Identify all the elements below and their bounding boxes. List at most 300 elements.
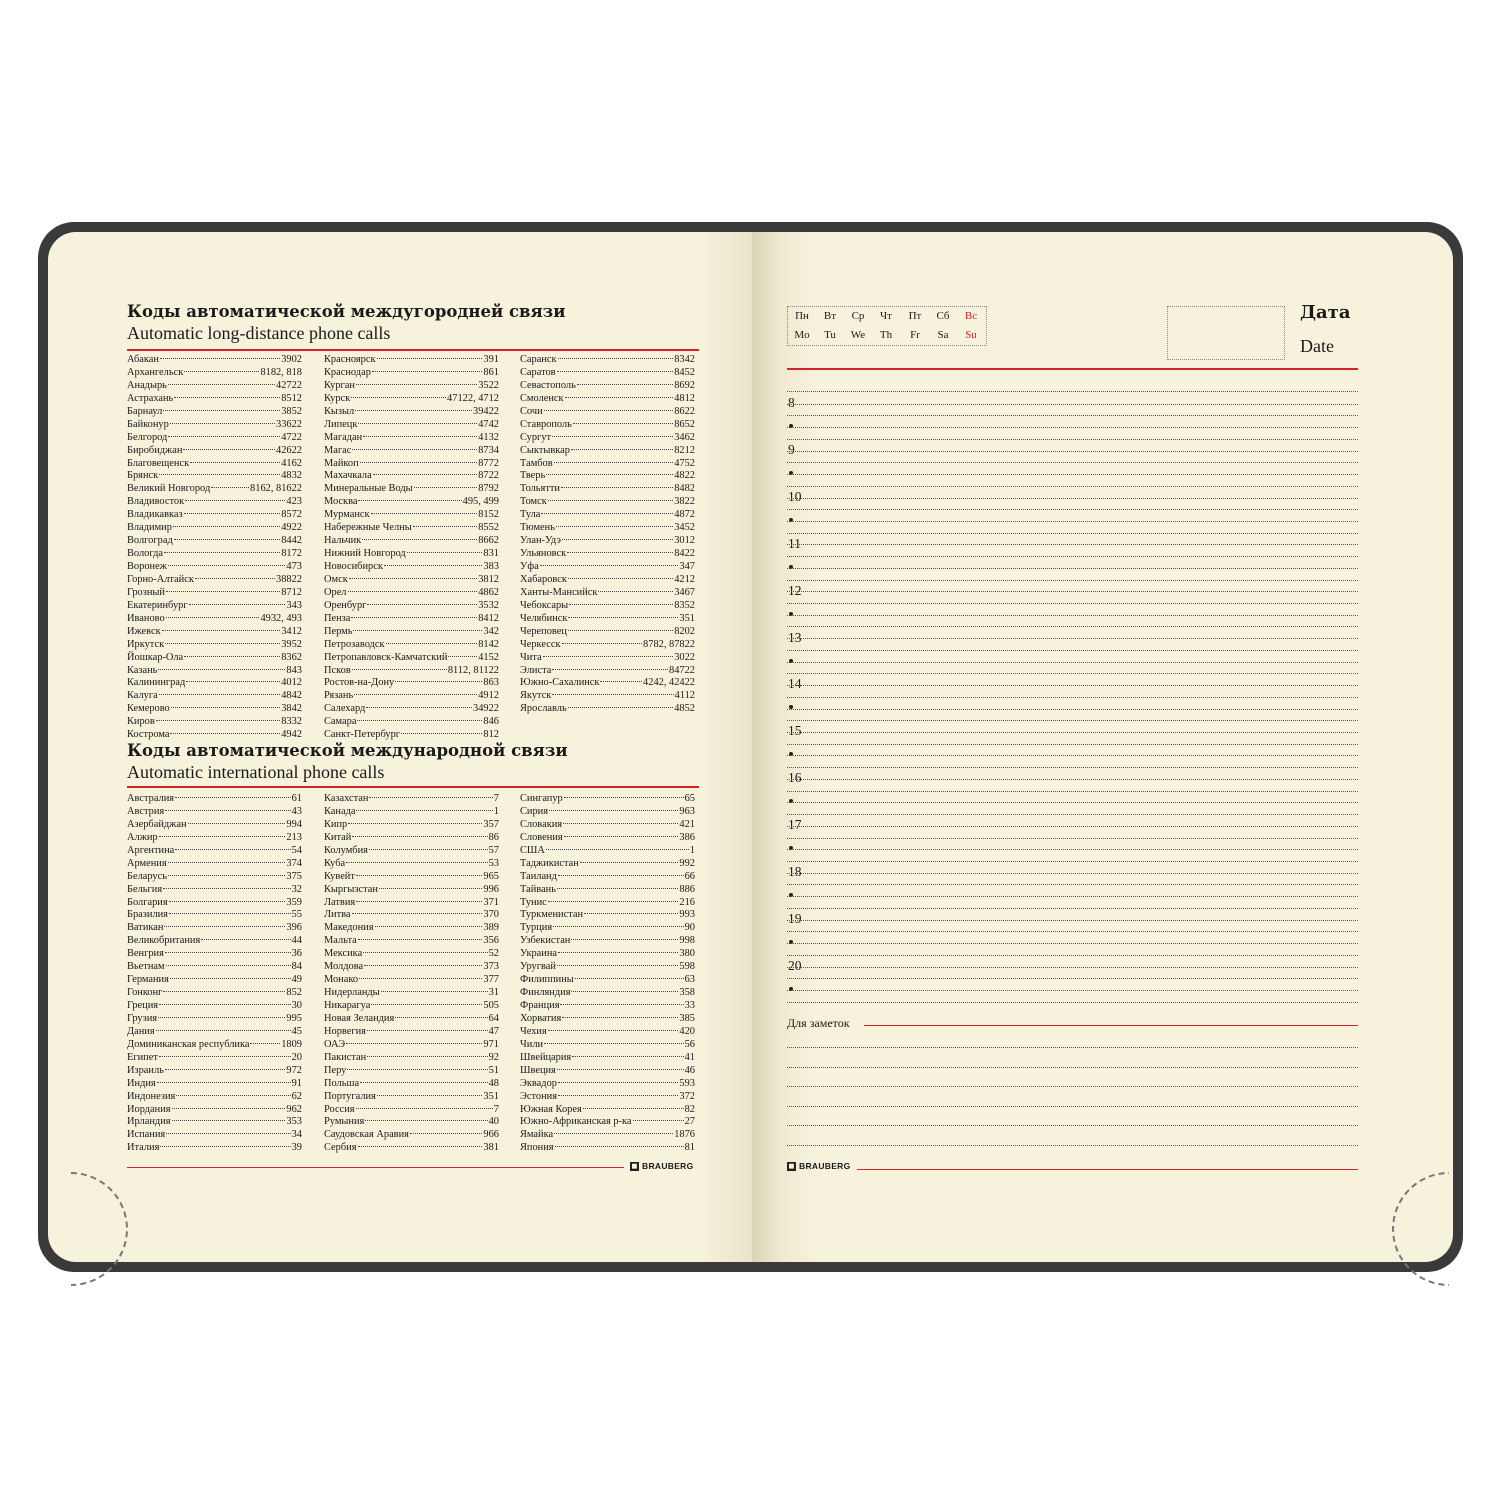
code-value: 1: [689, 844, 695, 856]
writing-line: [787, 462, 1358, 463]
writing-line: [787, 896, 1358, 897]
weekday-ru[interactable]: Вт: [823, 310, 837, 322]
code-entry: [127, 367, 302, 380]
weekday-en[interactable]: We: [850, 329, 866, 341]
writing-line: [787, 732, 1358, 733]
leader-dots: [362, 539, 477, 540]
code-entry: [520, 665, 695, 678]
leader-dots: [169, 901, 286, 902]
code-place: Иваново: [127, 612, 165, 624]
code-value: 8342: [674, 354, 695, 365]
leader-dots: [158, 1017, 285, 1018]
code-entry: [324, 1052, 499, 1065]
code-value: 90: [684, 922, 695, 934]
code-value: 31: [488, 987, 499, 999]
code-value: 3467: [674, 586, 695, 598]
writing-line: [787, 720, 1358, 721]
leader-dots: [564, 797, 684, 798]
writing-line: [787, 544, 1358, 545]
leader-dots: [363, 952, 487, 953]
code-value: 375: [286, 870, 302, 882]
leader-dots: [358, 1146, 483, 1147]
code-place: Португалия: [324, 1090, 376, 1102]
code-value: 63: [684, 974, 695, 986]
code-value: 1809: [281, 1038, 302, 1050]
code-value: 8112, 81122: [447, 664, 499, 676]
code-place: Бразилия: [127, 909, 168, 921]
writing-line: [787, 826, 1358, 827]
code-place: Финляндия: [520, 987, 571, 999]
leader-dots: [386, 643, 478, 644]
code-entry: [520, 832, 695, 845]
code-entry: [324, 406, 499, 419]
code-entry: [324, 1065, 499, 1078]
leader-dots: [158, 669, 285, 670]
code-place: Грузия: [127, 1012, 158, 1024]
weekday-ru[interactable]: Пт: [908, 310, 922, 322]
leader-dots: [184, 656, 280, 657]
code-place: Москва: [324, 496, 358, 508]
code-place: Индонезия: [127, 1090, 176, 1102]
code-value: 994: [286, 818, 302, 830]
code-value: 84722: [669, 664, 695, 676]
code-value: 4162: [281, 457, 302, 469]
code-place: Уфа: [520, 561, 539, 572]
code-place: Филиппины: [520, 974, 574, 986]
leader-dots: [168, 565, 286, 566]
hour-label: 18: [788, 864, 802, 879]
leader-dots: [174, 539, 280, 540]
code-entry: [520, 587, 695, 600]
code-entry: [127, 548, 302, 561]
code-place: Швейцария: [520, 1051, 572, 1063]
code-entry: [520, 935, 695, 948]
leader-dots: [183, 449, 275, 450]
writing-line: [787, 603, 1358, 604]
hour-label: 10: [788, 488, 802, 504]
left-corner-stitch: [14, 1172, 128, 1286]
leader-dots: [363, 436, 477, 437]
code-place: Германия: [127, 974, 169, 986]
weekday-ru[interactable]: Сб: [936, 310, 950, 322]
leader-dots: [159, 694, 280, 695]
leader-dots: [580, 862, 679, 863]
code-entry: [324, 509, 499, 522]
leader-dots: [568, 578, 673, 579]
code-place: Иркутск: [127, 638, 165, 650]
code-value: 62: [291, 1090, 302, 1102]
code-entry: [127, 1039, 302, 1052]
code-value: 351: [483, 1090, 499, 1102]
code-place: Чебоксары: [520, 599, 569, 611]
code-place: Швеция: [520, 1064, 556, 1076]
leader-dots: [571, 939, 678, 940]
code-value: 8212: [674, 444, 695, 456]
code-place: Польша: [324, 1077, 360, 1089]
weekday-ru[interactable]: Чт: [880, 310, 892, 322]
code-place: Череповец: [520, 625, 567, 637]
code-place: Калининград: [127, 677, 186, 689]
code-value: 358: [679, 987, 695, 999]
code-place: Куба: [324, 857, 346, 869]
writing-line: [787, 791, 1358, 792]
code-place: Саратов: [520, 366, 556, 378]
code-entry: [127, 522, 302, 535]
code-entry: [520, 561, 695, 574]
leader-dots: [165, 1069, 286, 1070]
code-entry: [324, 909, 499, 922]
code-place: Анадырь: [127, 379, 167, 391]
code-place: Молдова: [324, 961, 364, 973]
code-entry: [127, 509, 302, 522]
code-place: Пермь: [324, 625, 353, 637]
code-value: 30: [291, 1000, 302, 1011]
leader-dots: [407, 552, 483, 553]
leader-dots: [369, 849, 488, 850]
code-entry: [127, 793, 302, 806]
code-entry: [127, 1116, 302, 1129]
leader-dots: [583, 1108, 684, 1109]
code-place: Абакан: [127, 354, 159, 365]
code-place: Красноярск: [324, 354, 376, 365]
leader-dots: [557, 371, 674, 372]
code-entry: [127, 1000, 302, 1013]
leader-dots: [548, 1030, 679, 1031]
code-value: 65: [684, 793, 695, 804]
code-entry: [127, 1104, 302, 1117]
code-value: 377: [483, 974, 499, 986]
code-entry: [127, 1078, 302, 1091]
leader-dots: [600, 681, 642, 682]
code-value: 44: [291, 935, 302, 947]
code-place: Ярославль: [520, 703, 567, 715]
code-place: Турция: [520, 922, 553, 934]
weekday-ru[interactable]: Вс: [964, 310, 978, 322]
code-value: 396: [286, 922, 302, 934]
leader-dots: [548, 901, 679, 902]
code-value: 42722: [276, 379, 302, 391]
writing-line: [787, 709, 1358, 710]
code-place: Нальчик: [324, 535, 362, 547]
code-entry: [127, 458, 302, 471]
leader-dots: [395, 681, 482, 682]
leader-dots: [170, 423, 275, 424]
code-entry: [127, 922, 302, 935]
code-value: 66: [684, 870, 695, 882]
writing-line: [787, 908, 1358, 909]
code-value: 82: [684, 1103, 695, 1115]
code-place: Чехия: [520, 1025, 547, 1037]
code-entry: [520, 703, 695, 716]
code-value: 846: [483, 716, 499, 728]
code-value: 86: [488, 831, 499, 843]
code-place: Тольятти: [520, 483, 560, 495]
leader-dots: [159, 836, 286, 837]
code-value: 343: [286, 599, 302, 611]
leader-dots: [163, 888, 291, 889]
leader-dots: [175, 797, 291, 798]
weekday-ru[interactable]: Пн: [795, 310, 809, 322]
code-value: 4752: [674, 457, 695, 469]
leader-dots: [568, 630, 673, 631]
code-place: Норвегия: [324, 1025, 366, 1037]
code-place: Канада: [324, 805, 356, 817]
leader-dots: [565, 397, 674, 398]
code-value: 38822: [276, 573, 302, 585]
code-value: 8482: [674, 483, 695, 495]
code-entry: [520, 445, 695, 458]
leader-dots: [558, 875, 684, 876]
leader-dots: [356, 384, 477, 385]
leader-dots: [410, 1133, 482, 1134]
leader-dots: [358, 500, 461, 501]
weekday-ru[interactable]: Ср: [851, 310, 865, 322]
writing-line: [787, 873, 1358, 874]
leader-dots: [365, 1120, 487, 1121]
leader-dots: [184, 371, 259, 372]
code-entry: [520, 639, 695, 652]
brand-mark-icon: ◼: [631, 1162, 638, 1170]
leader-dots: [546, 849, 689, 850]
code-entry: [127, 574, 302, 587]
leader-dots: [355, 410, 472, 411]
code-entry: [127, 639, 302, 652]
code-place: Курск: [324, 392, 351, 404]
code-entry: [324, 1000, 499, 1013]
hour-label: 17: [788, 817, 802, 833]
writing-line: [787, 814, 1358, 815]
code-value: 8202: [674, 625, 695, 637]
code-entry: [127, 819, 302, 832]
notes-line: [787, 1145, 1358, 1146]
code-entry: [324, 483, 499, 496]
leader-dots: [357, 720, 482, 721]
code-place: Саудовская Аравия: [324, 1129, 409, 1141]
code-entry: [127, 600, 302, 613]
code-value: 34: [291, 1129, 302, 1141]
code-place: Сингапур: [520, 793, 563, 804]
code-value: 40: [488, 1116, 499, 1128]
code-entry: [127, 470, 302, 483]
code-value: 27: [684, 1116, 695, 1128]
code-value: 39422: [473, 405, 499, 417]
code-value: 64: [488, 1012, 499, 1024]
code-value: 3452: [674, 522, 695, 534]
code-place: Екатеринбург: [127, 599, 188, 611]
leader-dots: [562, 1017, 678, 1018]
code-place: Перу: [324, 1064, 347, 1076]
code-entry: [324, 419, 499, 432]
code-value: 4812: [674, 392, 695, 404]
code-place: Санкт-Петербург: [324, 729, 401, 741]
weekday-en[interactable]: Mo: [794, 329, 810, 341]
leader-dots: [557, 1069, 684, 1070]
leader-dots: [185, 500, 285, 501]
right-corner-stitch: [1392, 1172, 1500, 1286]
leader-dots: [168, 384, 275, 385]
code-value: 8512: [281, 392, 302, 404]
code-place: Пакистан: [324, 1051, 367, 1063]
hour-label: 15: [788, 723, 802, 739]
code-place: Словакия: [520, 818, 563, 830]
leader-dots: [367, 604, 477, 605]
code-value: 593: [679, 1077, 695, 1089]
code-place: Эстония: [520, 1090, 557, 1102]
code-place: Курган: [324, 379, 355, 391]
leader-dots: [558, 1095, 678, 1096]
code-value: 886: [679, 883, 695, 895]
code-place: Дания: [127, 1025, 155, 1037]
code-value: 391: [483, 354, 499, 365]
code-entry: [324, 665, 499, 678]
code-place: Азербайджан: [127, 818, 187, 830]
weekday-en[interactable]: Fr: [910, 329, 920, 341]
code-place: Воронеж: [127, 561, 167, 572]
code-place: Колумбия: [324, 844, 368, 856]
code-value: 992: [679, 857, 695, 869]
code-place: Латвия: [324, 896, 356, 908]
code-place: Тверь: [520, 470, 546, 482]
writing-line: [787, 1002, 1358, 1003]
hour-label: 11: [788, 535, 801, 551]
writing-line: [787, 697, 1358, 698]
leader-dots: [348, 823, 482, 824]
code-entry: [520, 652, 695, 665]
code-place: Элиста: [520, 664, 552, 676]
leader-dots: [172, 1108, 286, 1109]
code-entry: [520, 483, 695, 496]
code-value: 831: [483, 548, 499, 560]
weekday-en[interactable]: Su: [965, 329, 977, 341]
leader-dots: [554, 1133, 673, 1134]
writing-line: [787, 884, 1358, 885]
code-value: 3822: [674, 496, 695, 508]
code-place: Майкоп: [324, 457, 359, 469]
section1-rule: [127, 349, 699, 351]
code-place: Магадан: [324, 431, 363, 443]
code-entry: [520, 419, 695, 432]
code-entry: [520, 393, 695, 406]
code-entry: [520, 470, 695, 483]
left-footer-rule: [127, 1167, 624, 1168]
code-entry: [324, 897, 499, 910]
code-place: Вьетнам: [127, 961, 165, 973]
code-place: Брянск: [127, 470, 159, 482]
writing-line: [787, 533, 1358, 534]
code-entry: [520, 845, 695, 858]
code-entry: [127, 897, 302, 910]
code-entry: [324, 548, 499, 561]
leader-dots: [573, 423, 673, 424]
code-place: Киров: [127, 716, 155, 728]
code-value: 4872: [674, 509, 695, 521]
leader-dots: [558, 952, 678, 953]
notes-line: [787, 1047, 1358, 1048]
code-entry: [520, 1104, 695, 1117]
code-place: Греция: [127, 1000, 159, 1011]
weekday-en[interactable]: Tu: [824, 329, 836, 341]
code-place: Южно-Африканская р-ка: [520, 1116, 632, 1128]
code-entry: [127, 716, 302, 729]
leader-dots: [568, 617, 678, 618]
code-entry: [520, 1129, 695, 1142]
code-place: Уругвай: [520, 961, 556, 973]
leader-dots: [372, 371, 483, 372]
code-entry: [520, 535, 695, 548]
leader-dots: [395, 1017, 487, 1018]
code-place: Иордания: [127, 1103, 171, 1115]
code-place: Бельгия: [127, 883, 163, 895]
code-value: 852: [286, 987, 302, 999]
code-value: 965: [483, 870, 499, 882]
code-value: 216: [679, 896, 695, 908]
code-entry: [127, 871, 302, 884]
section2-column-1: [127, 793, 302, 1155]
code-place: Чили: [520, 1038, 544, 1050]
code-place: Сургут: [520, 431, 552, 443]
code-value: 8662: [478, 535, 499, 547]
code-value: 8552: [478, 522, 499, 534]
date-input-box[interactable]: [1167, 306, 1285, 360]
code-place: Тула: [520, 509, 541, 521]
code-entry: [324, 935, 499, 948]
code-entry: [127, 419, 302, 432]
code-value: 213: [286, 831, 302, 843]
code-place: Тамбов: [520, 457, 553, 469]
code-place: Орел: [324, 586, 347, 598]
header-rule: [787, 368, 1358, 370]
code-entry: [127, 445, 302, 458]
code-place: Кызыл: [324, 405, 355, 417]
leader-dots: [352, 836, 487, 837]
code-place: Аргентина: [127, 844, 175, 856]
code-place: Южная Корея: [520, 1103, 582, 1115]
code-value: 34922: [473, 703, 499, 715]
code-place: Ирландия: [127, 1116, 171, 1128]
code-entry: [127, 535, 302, 548]
leader-dots: [170, 978, 291, 979]
code-value: 8172: [281, 548, 302, 560]
brand-name-left: BRAUBERG: [642, 1161, 694, 1171]
notes-label: Для заметок: [787, 1016, 850, 1030]
code-value: 843: [286, 664, 302, 676]
code-value: 8572: [281, 509, 302, 521]
code-place: Смоленск: [520, 392, 564, 404]
leader-dots: [413, 526, 478, 527]
weekday-en[interactable]: Sa: [937, 329, 949, 341]
leader-dots: [164, 552, 280, 553]
code-value: 33622: [276, 418, 302, 430]
code-value: 55: [291, 909, 302, 921]
leader-dots: [163, 991, 285, 992]
code-value: 4922: [281, 522, 302, 534]
code-value: 962: [286, 1103, 302, 1115]
code-place: Калуга: [127, 690, 158, 702]
leader-dots: [562, 539, 673, 540]
writing-line: [787, 391, 1358, 392]
weekday-en[interactable]: Th: [879, 329, 893, 341]
leader-dots: [166, 1133, 290, 1134]
code-entry: [520, 909, 695, 922]
leader-dots: [250, 1043, 280, 1044]
code-entry: [127, 832, 302, 845]
code-entry: [324, 613, 499, 626]
code-place: Грозный: [127, 586, 165, 598]
code-entry: [324, 974, 499, 987]
code-place: Биробиджан: [127, 444, 183, 456]
code-entry: [324, 677, 499, 690]
code-value: 351: [679, 612, 695, 624]
